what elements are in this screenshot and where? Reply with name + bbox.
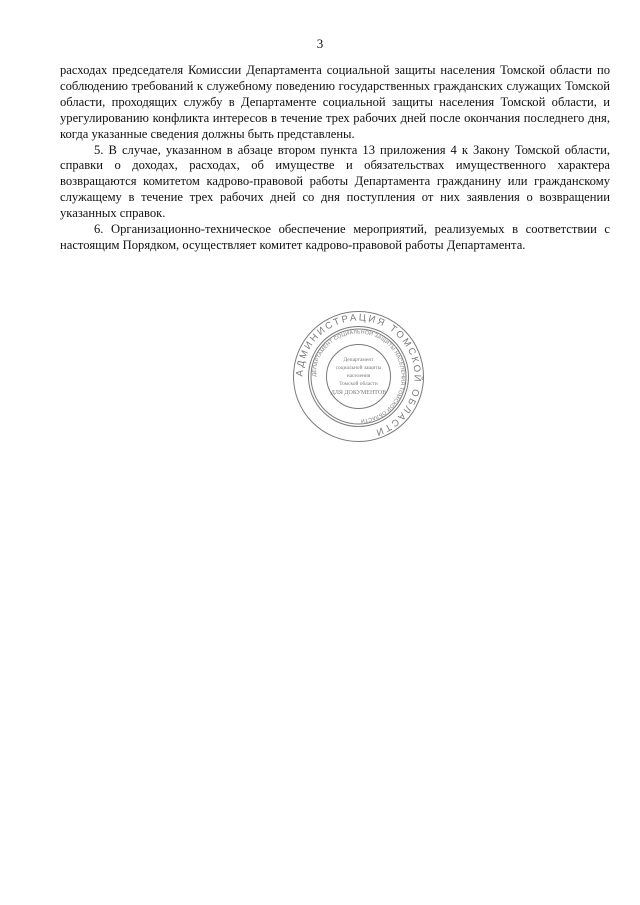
seal-outer-ring-text: АДМИНИСТРАЦИЯ ТОМСКОЙ ОБЛАСТИ [294,312,423,439]
seal-center-line-2: социальной защиты [335,365,382,371]
seal-center-line-3: населения [346,373,371,379]
seal-graphic [291,309,426,444]
seal-inner-ring-text: ДЕПАРТАМЕНТ СОЦИАЛЬНОЙ ЗАЩИТЫ НАСЕЛЕНИЯ ТОМСКОЙ ОБЛАСТИ [311,329,406,424]
seal-center-line-1: Департамент [343,357,374,363]
document-body [60,63,610,254]
paragraph-continuation: расходах председателя Комиссии Департамента социальной защиты населения Томской области по соблюдению требований к служебному поведению государственных гражданских служащих Томской области, проходящих службу в Департаменте социальной защиты населения Томской области, и урегулированию конфликта интересов в течение трех рабочих дней после окончания последнего дня, когда указанные сведения должны быть представлены. [60,63,610,141]
seal-center-line-4: Томской области [339,381,378,387]
page-number: 3 [316,36,324,51]
paragraph-item-5: 5. В случае, указанном в абзаце втором пункта 13 приложения 4 к Закону Томской области, справки о доходах, расходах, об имуществе и обязательствах имущественного характера возвращаются комитетом кадрово-правовой работы Департамента гражданину или гражданскому служащему в течение трех рабочих дней со дня поступления от них заявления о возвращении указанных справок. [60,142,610,221]
seal-center-line-5: ДЛЯ ДОКУМЕНТОВ [330,390,387,396]
paragraph-item-6: 6. Организационно-техническое обеспечение мероприятий, реализуемых в соответствии с настоящим Порядком, осуществляет комитет кадрово-правовой работы Департамента. [60,222,610,252]
official-seal [291,309,426,444]
